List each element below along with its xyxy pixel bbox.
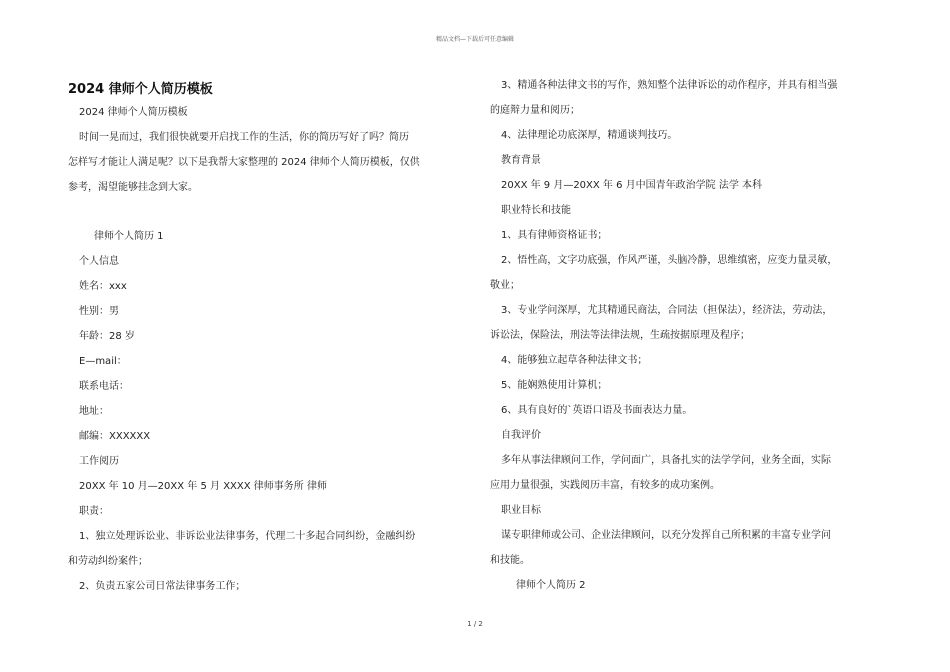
subtitle: 2024 律师个人简历模板: [79, 107, 188, 118]
section-education: 教育背景: [501, 155, 541, 166]
skill-6: 6、具有良好的`英语口语及书面表达力量。: [501, 405, 693, 416]
section-career-goal: 职业目标: [501, 505, 541, 516]
self-eval-line-2: 应用力量很强，实践阅历丰富，有较多的成功案例。: [490, 480, 720, 491]
duty-2: 2、负责五家公司日常法律事务工作；: [79, 581, 246, 592]
skill-2-line-2: 敬业；: [490, 280, 520, 291]
education-entry: 20XX 年 9 月—20XX 年 6 月中国青年政治学院 法学 本科: [501, 180, 763, 191]
skill-5: 5、能娴熟使用计算机；: [501, 380, 608, 391]
page-header: 精品文档—下载后可任意编辑: [435, 36, 514, 43]
field-gender: 性别：男: [79, 306, 119, 317]
section-self-evaluation: 自我评价: [501, 430, 541, 441]
resume-2-heading: 律师个人简历 2: [516, 580, 586, 591]
career-goal-line-2: 和技能。: [490, 555, 530, 566]
duties-heading: 职责：: [79, 506, 109, 517]
duty-1-line-1: 1、独立处理诉讼业、非诉讼业法律事务，代理二十多起合同纠纷，金融纠纷: [79, 531, 416, 542]
career-goal-line-1: 谋专职律师或公司、企业法律顾问，以充分发挥自己所积累的丰富专业学问: [501, 530, 831, 541]
field-phone: 联系电话：: [79, 381, 129, 392]
skill-3-line-2: 诉讼法，保险法，刑法等法律法规，生疏按据原理及程序；: [490, 330, 750, 341]
work-entry: 20XX 年 10 月—20XX 年 5 月 XXXX 律师事务所 律师: [79, 481, 327, 492]
skill-4: 4、能够独立起草各种法律文书；: [501, 355, 648, 366]
duty-1-line-2: 和劳动纠纷案件；: [68, 556, 148, 567]
page-number: 1 / 2: [467, 620, 483, 628]
skill-2-line-1: 2、悟性高，文字功底强，作风严谨，头脑冷静，思维缜密，应变力量灵敏，: [501, 255, 838, 266]
field-postcode: 邮编：XXXXXX: [79, 431, 151, 442]
duty-4: 4、法律理论功底深厚，精通谈判技巧。: [501, 130, 678, 141]
section-personal-info: 个人信息: [79, 256, 119, 267]
resume-1-heading: 律师个人简历 1: [94, 231, 164, 242]
section-skills: 职业特长和技能: [501, 205, 571, 216]
field-address: 地址：: [79, 406, 109, 417]
duty-3-line-1: 3、精通各种法律文书的写作，熟知整个法律诉讼的动作程序，并具有相当强: [501, 80, 838, 91]
section-work-experience: 工作阅历: [79, 456, 119, 467]
skill-1: 1、具有律师资格证书；: [501, 230, 608, 241]
field-age: 年龄：28 岁: [79, 331, 135, 342]
field-email: E—mail：: [79, 356, 127, 367]
duty-3-line-2: 的庭辩力量和阅历；: [490, 105, 580, 116]
intro-line-3: 参考，渴望能够挂念到大家。: [68, 182, 198, 193]
intro-line-2: 怎样写才能让人满足呢？以下是我帮大家整理的 2024 律师个人简历模板，仅供: [68, 157, 420, 168]
self-eval-line-1: 多年从事法律顾问工作，学问面广，具备扎实的法学学问，业务全面，实际: [501, 455, 831, 466]
document-title: 2024 律师个人简历模板: [68, 82, 213, 97]
intro-line-1: 时间一晃而过，我们很快就要开启找工作的生活，你的简历写好了吗？简历: [79, 132, 409, 143]
field-name: 姓名：xxx: [79, 281, 127, 292]
skill-3-line-1: 3、专业学问深厚，尤其精通民商法，合同法（担保法），经济法，劳动法，: [501, 305, 833, 316]
